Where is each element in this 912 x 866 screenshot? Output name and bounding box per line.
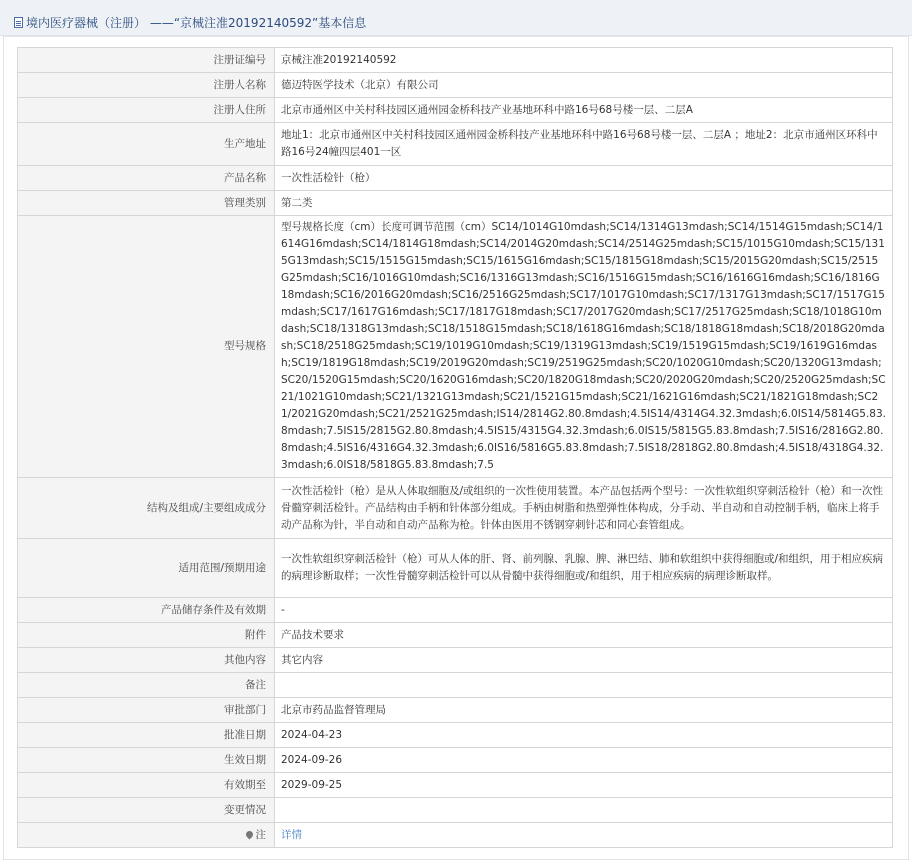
field-value: 型号规格长度（cm）长度可调节范围（cm）SC14/1014G10mdash;SC14/1314G13mdash;SC14/1514G15mdash;SC14/1614G16mdash;SC14/1814G18mdash;SC14/2014G20mdash;SC14/2514G25mdash;SC15/1015G10mdash;SC15/1315G13mdash;SC15/1515G15mdash;SC15/1615G16mdash;SC15/1815G18mdash;SC15/2015G20mdash;SC15/2515G25mdash;SC16/1016G10mdash;SC16/1316G13mdash;SC16/1516G15mdash;SC16/1616G16mdash;SC16/1816G18mdash;SC16/2016G20mdash;SC16/2516G25mdash;SC17/1017G10mdash;SC17/1317G13mdash;SC17/1517G15mdash;SC17/1617G16mdash;SC17/1817G18mdash;SC17/2017G20mdash;SC17/2517G25mdash;SC18/1018G10mdash;SC18/1318G13mdash;SC18/1518G15mdash;SC18/1618G16mdash;SC18/1818G18mdash;SC18/2018G20mdash;SC18/2518G25mdash;SC19/1019G10mdash;SC19/1319G13mdash;SC19/1519G15mdash;SC19/1619G16mdash;SC19/1819G18mdash;SC19/2019G20mdash;SC19/2519G25mdash;SC20/1020G10mdash;SC20/1320G13mdash;SC20/1520G15mdash;SC20/1620G16mdash;SC20/1820G18mdash;SC20/2020G20mdash;SC20/2520G25mdash;SC21/1021G10mdash;SC21/1321G13mdash;SC21/1521G15mdash;SC21/1621G16mdash;SC21/1821G18mdash;SC21/2021G20mdash;SC21/2521G25mdash;IS14/2814G2.80.8mdash;4.5IS14/4314G4.32.3mdash;6.0IS14/5814G5.83.8mdash;7.5IS15/2815G2.80.8mdash;4.5IS15/4315G4.32.3mdash;6.0IS15/5815G5.83.8mdash;7.5IS16/2816G2.80.8mdash;4.5IS16/4316G4.32.3mdash;6.0IS16/5816G5.83.8mdash;7.5IS18/2818G2.80.8mdash;4.5IS18/4318G4.32.3mdash;6.0IS18/5818G5.83.8mdash;7.5 — [275, 216, 893, 478]
field-value: 德迈特医学技术（北京）有限公司 — [275, 73, 893, 98]
field-label: 注册人住所 — [18, 98, 275, 123]
field-label: 批准日期 — [18, 723, 275, 748]
field-value: 一次性软组织穿刺活检针（枪）可从人体的肝、肾、前列腺、乳腺、脾、淋巴结、肺和软组织中获得细胞或/和组织，用于相应疾病的病理诊断取样；一次性骨髓穿刺活检针可以从骨髓中获得细胞或/和组织，用于相应疾病的病理诊断取样。 — [275, 539, 893, 598]
field-label: 审批部门 — [18, 698, 275, 723]
field-value: 一次性活检针（枪） — [275, 166, 893, 191]
row-expiry-date — [18, 773, 893, 798]
field-label: 型号规格 — [18, 216, 275, 478]
field-label: 适用范围/预期用途 — [18, 539, 275, 598]
row-registrant-address — [18, 98, 893, 123]
field-value: 北京市通州区中关村科技园区通州园金桥科技产业基地环科中路16号68号楼一层、二层A — [275, 98, 893, 123]
row-product-name — [18, 166, 893, 191]
row-structure-composition — [18, 478, 893, 539]
row-registrant-name — [18, 73, 893, 98]
row-approval-date — [18, 723, 893, 748]
row-other-content — [18, 648, 893, 673]
details-link[interactable]: 详情 — [281, 828, 302, 841]
field-value: 京械注准20192140592 — [275, 48, 893, 73]
field-label: 管理类别 — [18, 191, 275, 216]
row-model-specification — [18, 216, 893, 478]
page-header — [0, 0, 912, 36]
field-label: 附件 — [18, 623, 275, 648]
field-label: 注册证编号 — [18, 48, 275, 73]
info-panel — [3, 36, 909, 860]
note-label-cell — [18, 823, 275, 848]
field-label: 变更情况 — [18, 798, 275, 823]
field-label: 生产地址 — [18, 123, 275, 166]
field-value: - — [275, 598, 893, 623]
field-value: 2029-09-25 — [275, 773, 893, 798]
document-icon — [14, 17, 23, 28]
page-title — [14, 16, 366, 30]
field-label: 结构及组成/主要组成成分 — [18, 478, 275, 539]
field-value: 地址1：北京市通州区中关村科技园区通州园金桥科技产业基地环科中路16号68号楼一层、二层A ；地址2：北京市通州区环科中路16号24幢四层401一区 — [275, 123, 893, 166]
row-remarks — [18, 673, 893, 698]
field-value: 其它内容 — [275, 648, 893, 673]
field-value — [275, 673, 893, 698]
note-label: 注 — [255, 828, 266, 841]
row-management-category — [18, 191, 893, 216]
field-value: 2024-04-23 — [275, 723, 893, 748]
row-registration-number — [18, 48, 893, 73]
info-table — [17, 47, 893, 848]
row-intended-use — [18, 539, 893, 598]
field-label: 注册人名称 — [18, 73, 275, 98]
field-value — [275, 798, 893, 823]
field-label: 产品储存条件及有效期 — [18, 598, 275, 623]
row-effective-date — [18, 748, 893, 773]
field-value: 产品技术要求 — [275, 623, 893, 648]
field-label: 其他内容 — [18, 648, 275, 673]
field-label: 备注 — [18, 673, 275, 698]
pin-icon — [244, 829, 254, 839]
row-change-history — [18, 798, 893, 823]
row-attachment — [18, 623, 893, 648]
field-label: 生效日期 — [18, 748, 275, 773]
row-note — [18, 823, 893, 848]
page-title-text: 境内医疗器械（注册） ——“京械注准20192140592”基本信息 — [26, 16, 367, 30]
field-label: 有效期至 — [18, 773, 275, 798]
row-production-address — [18, 123, 893, 166]
row-approval-department — [18, 698, 893, 723]
field-value: 北京市药品监督管理局 — [275, 698, 893, 723]
field-value: 第二类 — [275, 191, 893, 216]
field-label: 产品名称 — [18, 166, 275, 191]
field-value: 一次性活检针（枪）是从人体取细胞及/或组织的一次性使用装置。本产品包括两个型号：一次性软组织穿刺活检针（枪）和一次性骨髓穿刺活检针。产品结构由手柄和针体部分组成。手柄由树脂和热塑弹性体构成，分手动、半自动和自动控制手柄，临床上将手动产品称为针，半自动和自动产品称为枪。针体由医用不锈钢穿刺针芯和同心套管组成。 — [275, 478, 893, 539]
field-value: 2024-09-26 — [275, 748, 893, 773]
note-value-cell — [275, 823, 893, 848]
row-storage-validity — [18, 598, 893, 623]
